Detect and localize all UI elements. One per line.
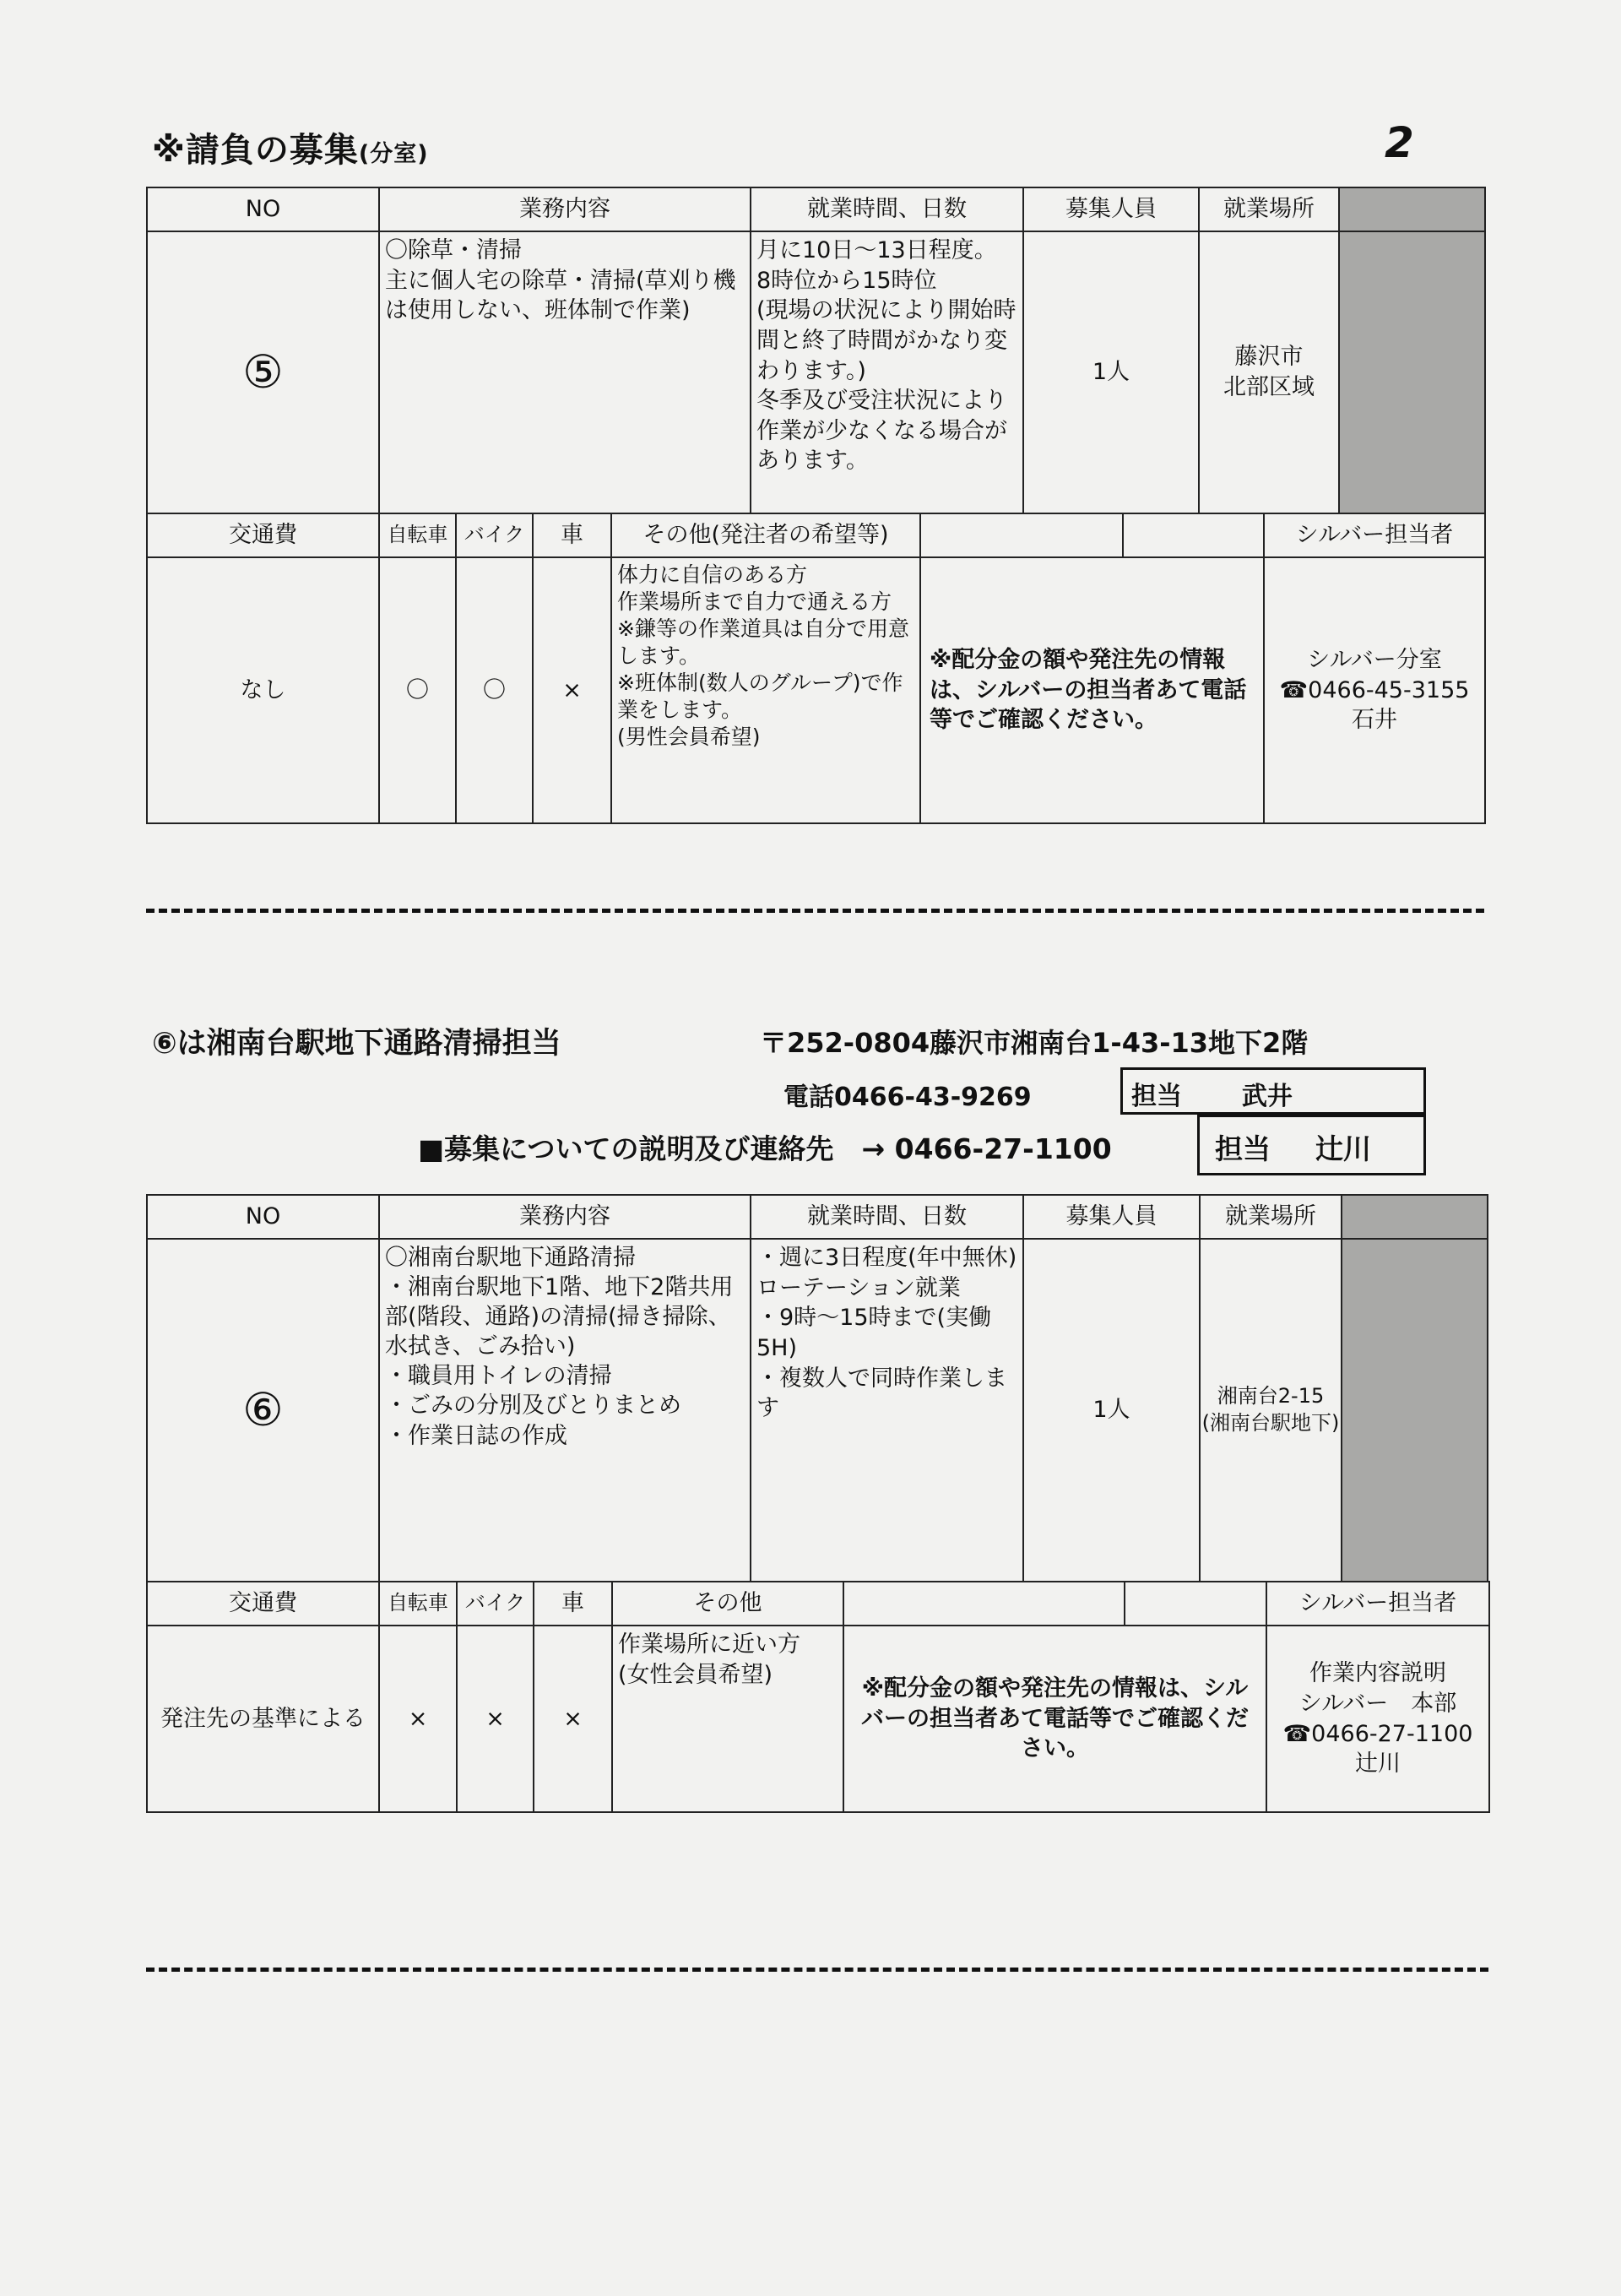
job5-bike: 〇: [456, 557, 533, 823]
section6-heading: ⑥は湘南台駅地下通路清掃担当: [152, 1027, 561, 1061]
job6-staff: [1266, 1626, 1489, 1812]
job6-staff-line: ☎0466-27-1100: [1282, 1720, 1473, 1747]
job5-bicycle: 〇: [379, 557, 456, 823]
job6-work-line: ・作業日誌の作成: [385, 1422, 567, 1449]
job6-sub-head-bike: バイク: [457, 1582, 534, 1626]
job6-hours-line: ・週に3日程度(年中無休) ローテーション就業: [756, 1245, 1017, 1301]
job5-head-place: 就業場所: [1199, 187, 1339, 231]
page-title-text: ※請負の募集: [152, 131, 359, 170]
job6-hours-line: ・9時～15時まで(実働5H): [756, 1305, 992, 1361]
job5-sub-head-bicycle: 自転車: [379, 513, 456, 557]
job5-work-line: 〇除草・清掃: [385, 237, 522, 263]
job5-other-line: 作業場所まで自力で通える方: [617, 589, 892, 614]
job5-main-table: [146, 187, 1486, 514]
job5-staff-line: ☎0466-45-3155: [1279, 676, 1470, 703]
job6-staff-line: 辻川: [1355, 1750, 1401, 1778]
section6-staff-name: 武井: [1241, 1082, 1293, 1111]
job5-other-line: (男性会員希望): [617, 725, 761, 749]
job6-sub-head-blank: [843, 1582, 1125, 1626]
job6-staff-line: 作業内容説明: [1309, 1660, 1446, 1687]
job5-hours-line: 冬季及び受注状況により作業が少なくなる場合があります。: [756, 388, 1007, 475]
job5-hours: [751, 231, 1023, 513]
section6-contact-box: [1197, 1115, 1426, 1175]
job6-note: ※配分金の額や発注先の情報は、シルバーの担当者あて電話等でご確認ください。: [843, 1626, 1266, 1812]
job5-other-line: ※班体制(数人のグループ)で作業をします。: [617, 670, 903, 722]
job6-place-line: 湘南台2-15: [1217, 1384, 1325, 1409]
job6-work-line: ・職員用トイレの清掃: [385, 1363, 612, 1390]
job5-hours-line: 月に10日～13日程度。: [756, 237, 997, 263]
job5-sub-head-bike: バイク: [456, 513, 533, 557]
job6-work-line: ・ごみの分別及びとりまとめ: [385, 1392, 681, 1419]
job5-sub-head-car: 車: [533, 513, 611, 557]
job5-sub-head-transport: 交通費: [147, 513, 379, 557]
job5-head-persons: 募集人員: [1023, 187, 1199, 231]
job6-sub-table: [146, 1581, 1490, 1813]
job6-head-hours: 就業時間、日数: [751, 1195, 1023, 1239]
job6-car: ×: [534, 1626, 612, 1812]
job5-hours-line: (現場の状況により開始時間と終了時間がかなり変わります。): [756, 297, 1017, 384]
job5-head-work: 業務内容: [379, 187, 751, 231]
job5-place: [1199, 231, 1339, 513]
job5-sub-head-blank: [920, 513, 1123, 557]
job6-persons: 1人: [1023, 1239, 1200, 1582]
job6-sub-head-bicycle: 自転車: [379, 1582, 457, 1626]
job6-head-shaded: [1342, 1195, 1488, 1239]
job5-number: ⑤: [147, 231, 379, 513]
job5-staff: [1264, 557, 1485, 823]
job5-persons: 1人: [1023, 231, 1199, 513]
job6-sub-head-other: その他: [612, 1582, 843, 1626]
page-number: 2: [1385, 118, 1414, 167]
section6-tel: 電話0466-43-9269: [783, 1083, 1032, 1112]
job6-bicycle: ×: [379, 1626, 457, 1812]
job6-hours: [751, 1239, 1023, 1582]
job5-head-hours: 就業時間、日数: [751, 187, 1023, 231]
job5-other: [611, 557, 920, 823]
section6-address: 〒252-0804藤沢市湘南台1-43-13地下2階: [760, 1027, 1309, 1059]
job6-head-work: 業務内容: [379, 1195, 751, 1239]
job5-sub-head-other: その他(発注者の希望等): [611, 513, 920, 557]
job5-staff-line: 石井: [1352, 707, 1397, 734]
job6-other: [612, 1626, 843, 1812]
job6-sub-head-car: 車: [534, 1582, 612, 1626]
job5-sub-head-blank: [1123, 513, 1264, 557]
section-divider: [146, 909, 1484, 913]
job6-other-line: 作業場所に近い方: [618, 1631, 800, 1658]
section6-contact-label: 担当: [1215, 1132, 1271, 1165]
job5-hours-line: 8時位から15時位: [756, 267, 937, 294]
job6-sub-head-blank: [1125, 1582, 1266, 1626]
job6-number: ⑥: [147, 1239, 379, 1582]
job5-car: ×: [533, 557, 611, 823]
job6-head-no: NO: [147, 1195, 379, 1239]
job6-work-line: ・湘南台駅地下1階、地下2階共用部(階段、通路)の清掃(掃き掃除、水拭き、ごみ拾い): [385, 1274, 734, 1360]
job5-transport: なし: [147, 557, 379, 823]
section6-contact-name: 辻川: [1315, 1132, 1371, 1165]
job5-place-line: 北部区域: [1223, 374, 1315, 400]
job6-work: [379, 1239, 751, 1582]
job5-work-line: 主に個人宅の除草・清掃(草刈り機は使用しない、班体制で作業): [385, 267, 736, 324]
job6-main-table: [146, 1194, 1488, 1582]
section6-staff-label: 担当: [1131, 1082, 1182, 1111]
job5-head-no: NO: [147, 187, 379, 231]
job6-place-line: (湘南台駅地下): [1201, 1411, 1340, 1435]
job6-transport: 発注先の基準による: [147, 1626, 379, 1812]
section6-contact: ■募集についての説明及び連絡先 → 0466-27-1100: [418, 1132, 1112, 1165]
job6-head-persons: 募集人員: [1023, 1195, 1200, 1239]
job5-sub-table: [146, 513, 1486, 824]
job6-head-place: 就業場所: [1200, 1195, 1342, 1239]
job5-other-line: ※鎌等の作業道具は自分で用意します。: [617, 616, 909, 668]
job6-work-line: 〇湘南台駅地下通路清掃: [385, 1245, 636, 1271]
job6-sub-head-staff: シルバー担当者: [1266, 1582, 1489, 1626]
page-title: [152, 123, 429, 171]
job6-shaded-cell: [1342, 1239, 1488, 1582]
job6-bike: ×: [457, 1626, 534, 1812]
job5-shaded-cell: [1339, 231, 1485, 513]
job6-hours-line: ・複数人で同時作業します: [756, 1365, 1007, 1422]
job5-staff-line: シルバー分室: [1307, 647, 1442, 674]
bottom-divider: [146, 1968, 1488, 1972]
page-title-note: (分室): [358, 141, 429, 167]
job6-staff-line: シルバー 本部: [1298, 1690, 1457, 1717]
job5-other-line: 体力に自信のある方: [617, 562, 808, 587]
job6-place: [1200, 1239, 1342, 1582]
job5-place-line: 藤沢市: [1234, 344, 1304, 371]
job5-head-shaded: [1339, 187, 1485, 231]
job5-work: [379, 231, 751, 513]
job5-note: ※配分金の額や発注先の情報は、シルバーの担当者あて電話等でご確認ください。: [920, 557, 1264, 823]
section6-staff-box: [1120, 1067, 1426, 1115]
job6-sub-head-transport: 交通費: [147, 1582, 379, 1626]
job6-other-line: (女性会員希望): [618, 1661, 773, 1688]
job5-sub-head-staff: シルバー担当者: [1264, 513, 1485, 557]
